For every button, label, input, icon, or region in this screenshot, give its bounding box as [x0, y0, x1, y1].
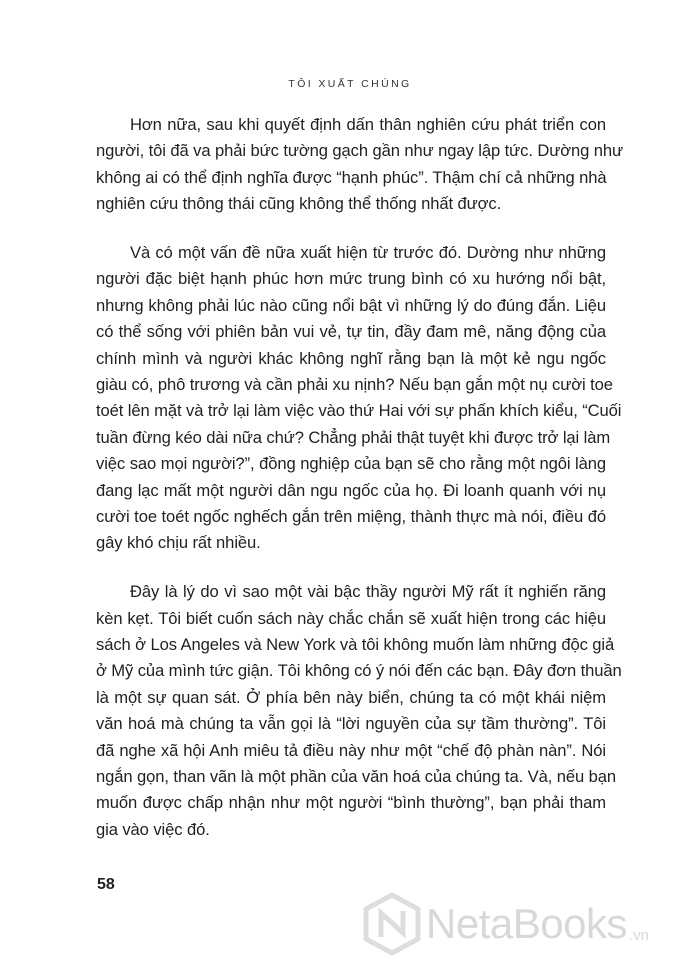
watermark-suffix: .vn — [628, 927, 649, 944]
text-line: sách ở Los Angeles và New York và tôi không muốn làm những độc giả — [96, 635, 615, 655]
text-line: gây khó chịu rất nhiều. — [96, 533, 261, 553]
text-line: muốn được chấp nhận như một người “bình thường”, bạn phải tham — [96, 793, 606, 813]
text-line: Và có một vấn đề nữa xuất hiện từ trước đó. Dường như những — [130, 243, 606, 263]
text-line: người đặc biệt hạnh phúc hơn mức trung bình có xu hướng nổi bật, — [96, 269, 606, 289]
netabooks-logo-icon — [362, 892, 422, 956]
text-line: Đây là lý do vì sao một vài bậc thầy người Mỹ rất ít nghiến răng — [130, 582, 606, 602]
text-line: tuần đừng kéo dài nữa chứ? Chẳng phải thật tuyệt khi được trở lại làm — [96, 427, 611, 447]
body-text — [96, 112, 624, 866]
page-number: 58 — [97, 876, 115, 893]
watermark — [362, 890, 698, 958]
text-line: đã nghe xã hội Anh miêu tả điều này như một “chế độ phàn nàn”. Nói — [96, 740, 606, 760]
text-line: giàu có, phô trương và cần phải xu nịnh? Nếu bạn gắn một nụ cười toe — [96, 375, 613, 395]
text-line: có thể sống với phiên bản vui vẻ, tự tin, đầy đam mê, năng động của — [96, 322, 606, 342]
running-header: TÔI XUẤT CHÚNG — [288, 78, 412, 90]
paragraph-1 — [96, 112, 624, 218]
text-line: ở Mỹ của mình tức giận. Tôi không có ý nói đến các bạn. Đây đơn thuần — [96, 661, 622, 681]
text-line: nhưng không phải lúc nào cũng nổi bật vì những lý do đúng đắn. Liệu — [96, 295, 606, 315]
text-line: đang lạc mất một người dân ngu ngốc của họ. Đi loanh quanh với nụ — [96, 480, 606, 500]
text-line: cười toe toét ngốc nghếch gắn trên miệng, thành thực mà nói, điều đó — [96, 506, 606, 526]
text-line: Hơn nữa, sau khi quyết định dấn thân nghiên cứu phát triển con — [130, 115, 606, 134]
text-line: kèn kẹt. Tôi biết cuốn sách này chắc chắn sẽ xuất hiện trong các hiệu — [96, 608, 606, 628]
paragraph-2 — [96, 240, 622, 557]
text-line: việc sao mọi người?”, đồng nghiệp của bạn sẽ cho rằng một ngôi làng — [96, 454, 606, 474]
watermark-brand: NetaBooks — [426, 900, 627, 947]
text-line: chính mình và người khác không nghĩ rằng bạn là một kẻ ngu ngốc — [96, 348, 606, 368]
text-line: toét lên mặt và trở lại làm việc vào thứ Hai với sự phấn khích kiểu, “Cuối — [96, 401, 622, 421]
text-line: ngắn gọn, than vãn là một phần của văn hoá của chúng ta. Và, nếu bạn — [96, 766, 616, 786]
text-line: là một sự quan sát. Ở phía bên này biển, chúng ta có một khái niệm — [96, 687, 606, 707]
text-line: người, tôi đã va phải bức tường gạch gần như ngay lập tức. Dường như — [96, 141, 624, 161]
text-line: văn hoá mà chúng ta vẫn gọi là “lời nguyền của sự tầm thường”. Tôi — [96, 714, 606, 734]
paragraph-3 — [96, 579, 622, 843]
text-line: nghiên cứu thông thái cũng không thể thống nhất được. — [96, 194, 502, 214]
text-line: không ai có thể định nghĩa được “hạnh phúc”. Thậm chí cả những nhà — [96, 167, 607, 187]
text-line: gia vào việc đó. — [96, 819, 210, 839]
